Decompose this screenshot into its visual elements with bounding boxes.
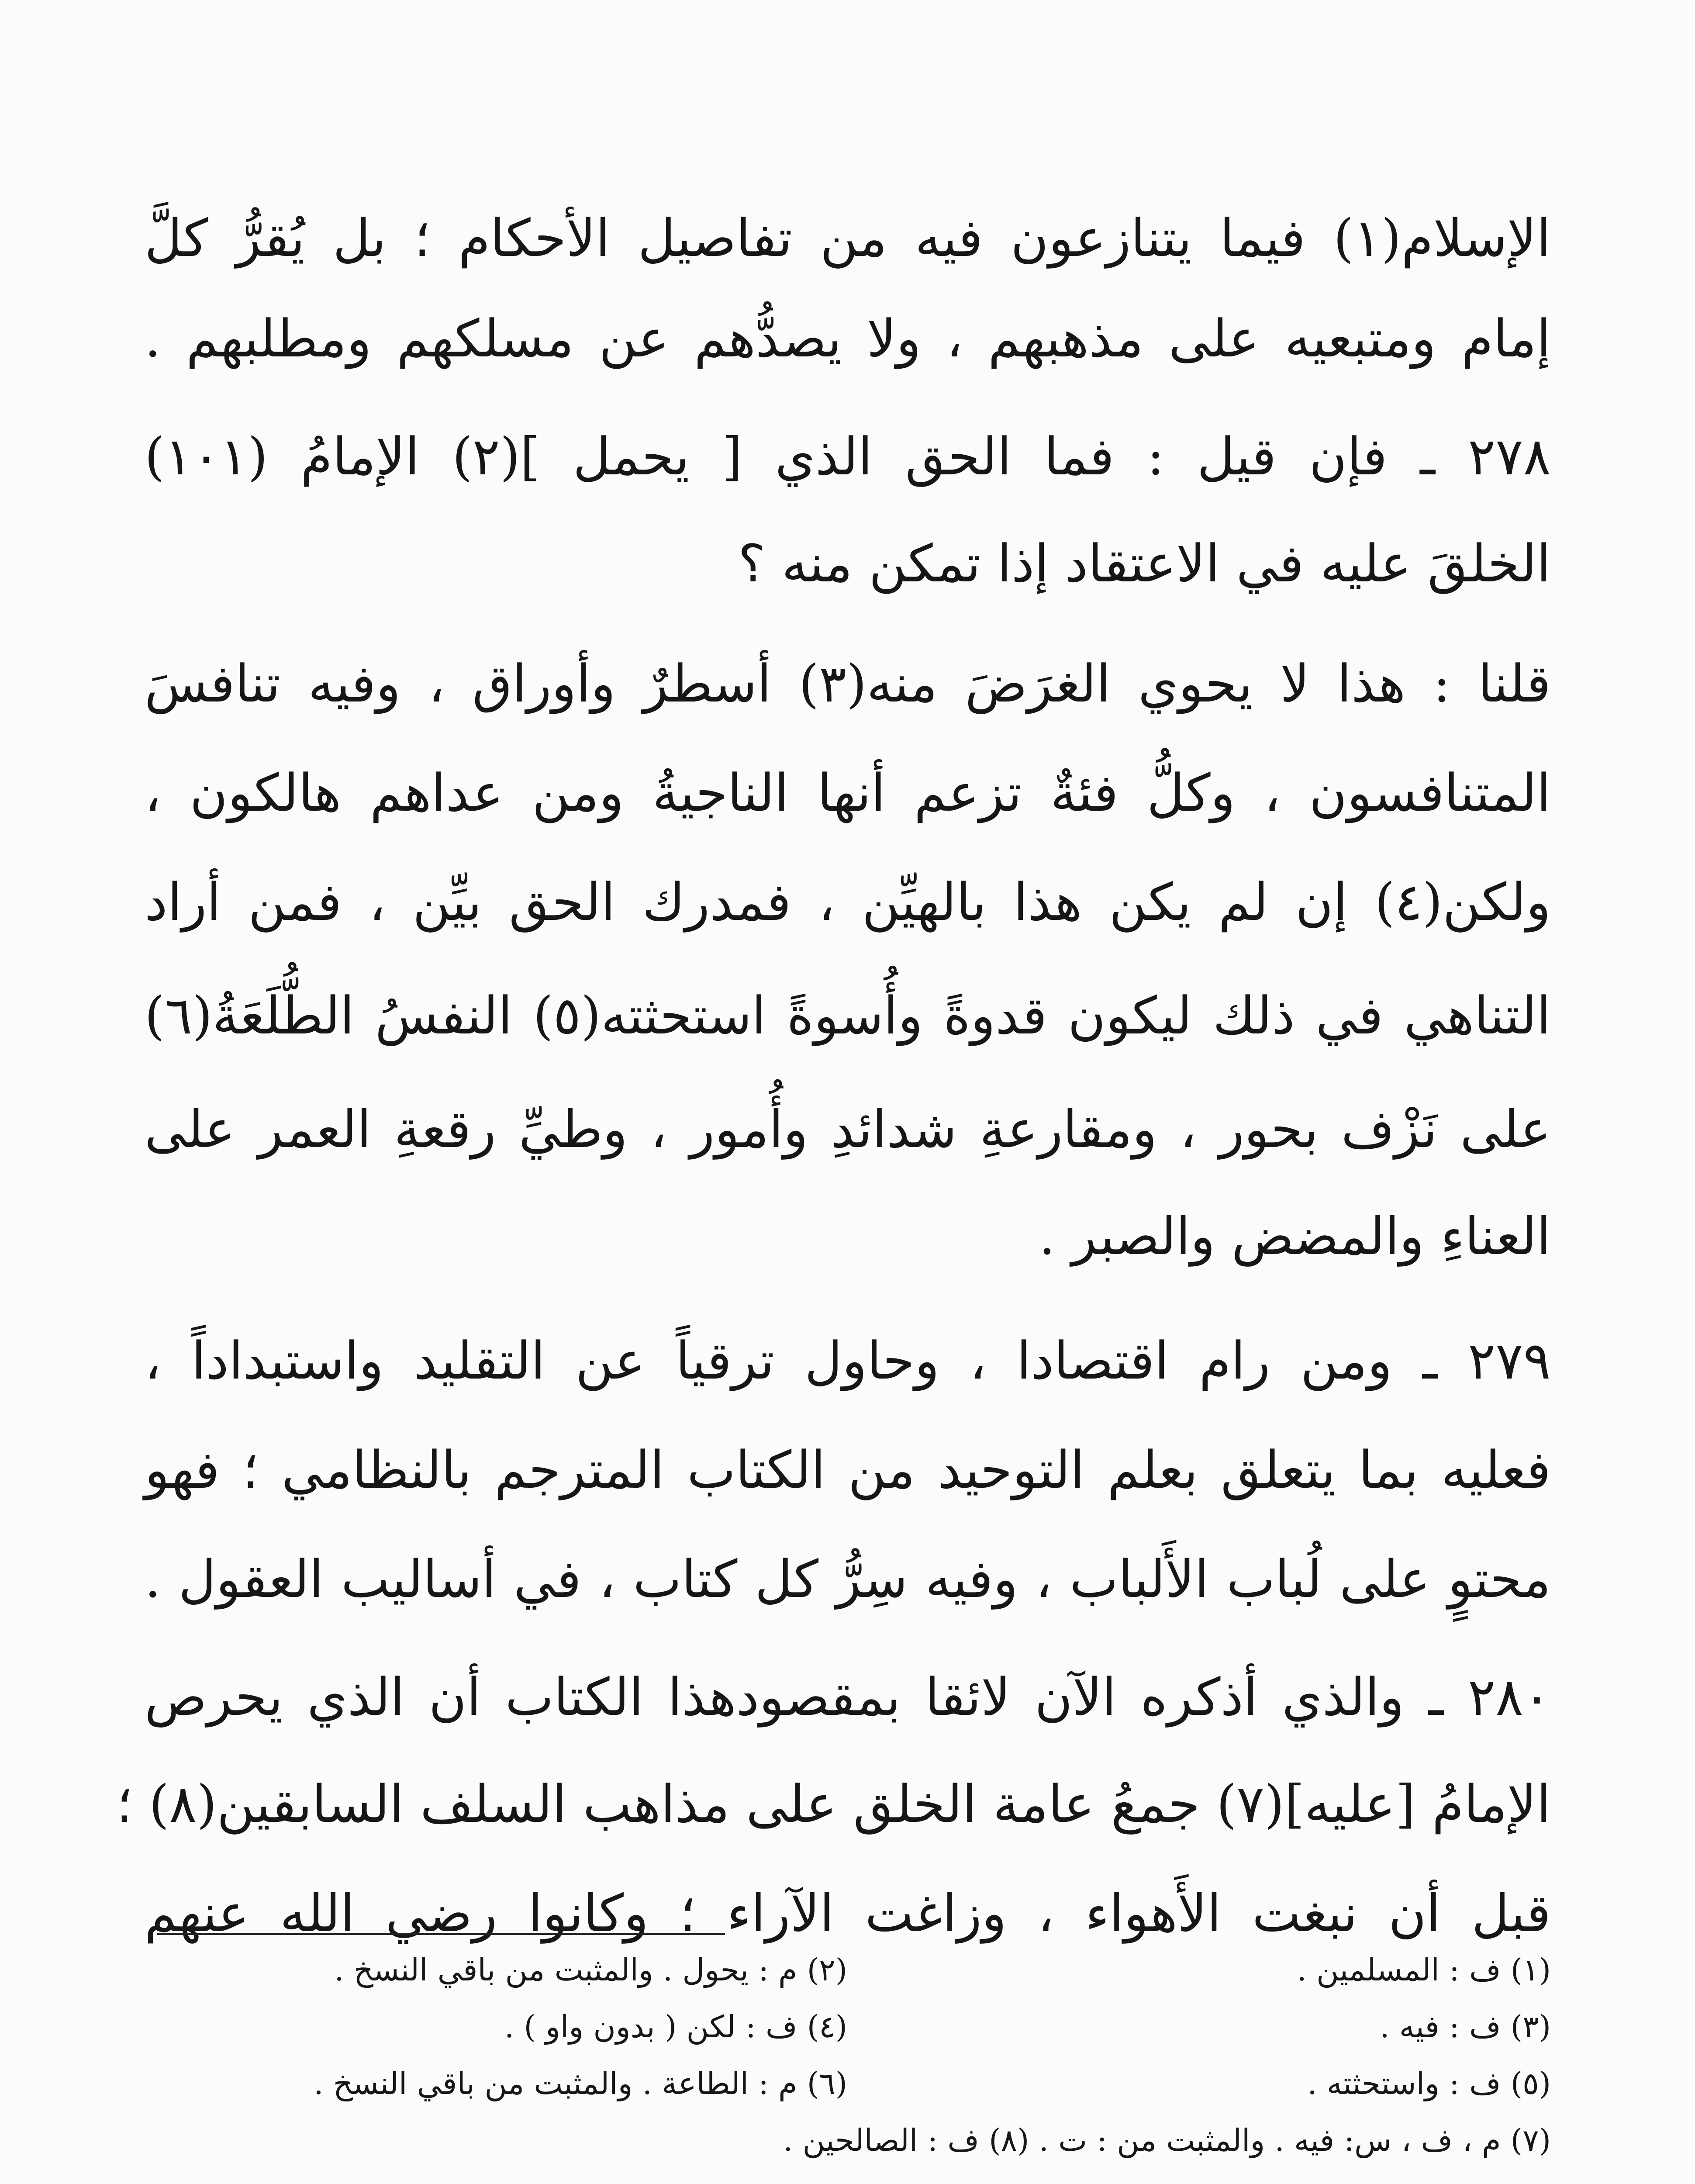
body-line: الإمامُ [عليه](٧) جمعُ عامة الخلق على مذاهب السلف السابقين(٨) ؛ xyxy=(116,1774,1551,1834)
body-line: التناهي في ذلك ليكون قدوةً وأُسوةً استحثته(٥) النفسُ الطُّلَعَةُ(٦) xyxy=(145,985,1551,1046)
body-line: ٢٧٨ ـ فإن قيل : فما الحق الذي [ يحمل ](٢) الإمامُ (١٠١) xyxy=(145,426,1551,487)
footnote: (١) ف : المسلمين . xyxy=(1297,1952,1551,1988)
body-line: المتنافسون ، وكلُّ فئةٌ تزعم أنها الناجيةُ ومن عداهم هالكون ، xyxy=(145,763,1551,823)
body-line: العناءِ والمضض والصبر . xyxy=(1039,1206,1551,1266)
footnote: (٥) ف : واستحثته . xyxy=(1307,2066,1551,2101)
body-line: فعليه بما يتعلق بعلم التوحيد من الكتاب المترجم بالنظامي ؛ فهو xyxy=(145,1440,1551,1500)
body-line: على نَزْف بحور ، ومقارعةِ شدائدِ وأُمور ، وطيِّ رقعةِ العمر على xyxy=(145,1099,1551,1159)
body-line: قلنا : هذا لا يحوي الغرَضَ منه(٣) أسطرٌ وأوراق ، وفيه تنافسَ xyxy=(145,653,1551,714)
body-line: ولكن(٤) إن لم يكن هذا بالهيِّن ، فمدرك الحق بيِّن ، فمن أراد xyxy=(145,872,1551,932)
body-line: الخلقَ عليه في الاعتقاد إذا تمكن منه ؟ xyxy=(738,533,1551,594)
footnote: (٢) م : يحول . والمثبت من باقي النسخ . xyxy=(334,1952,847,1988)
body-line: ٢٧٩ ـ ومن رام اقتصادا ، وحاول ترقياً عن التقليد واستبداداً ، xyxy=(145,1330,1551,1391)
footnote: (٦) م : الطاعة . والمثبت من باقي النسخ . xyxy=(314,2066,847,2101)
footnote: (٤) ف : لكن ( بدون واو ) . xyxy=(504,2009,847,2045)
body-line: محتوٍ على لُباب الأَلباب ، وفيه سِرُّ كل كتاب ، في أساليب العقول . xyxy=(145,1549,1551,1609)
body-line: الإسلام(١) فيما يتنازعون فيه من تفاصيل الأحكام ؛ بل يُقرُّ كلَّ xyxy=(145,208,1551,268)
body-line: قبل أن نبغت الأَهواء ، وزاغت الآراء ؛ وكانوا رضي الله عنهم xyxy=(145,1883,1551,1943)
body-line: ٢٨٠ ـ والذي أذكره الآن لائقا بمقصودهذا الكتاب أن الذي يحرص xyxy=(145,1667,1551,1727)
footnote: (٣) ف : فيه . xyxy=(1380,2009,1551,2045)
body-line: إمام ومتبعيه على مذهبهم ، ولا يصدُّهم عن مسلكهم ومطلبهم . xyxy=(145,308,1551,369)
footnote: (٧) م ، ف ، س: فيه . والمثبت من : ت . (٨) ف : الصالحين . xyxy=(783,2122,1551,2158)
footnote-divider xyxy=(157,1933,725,1935)
